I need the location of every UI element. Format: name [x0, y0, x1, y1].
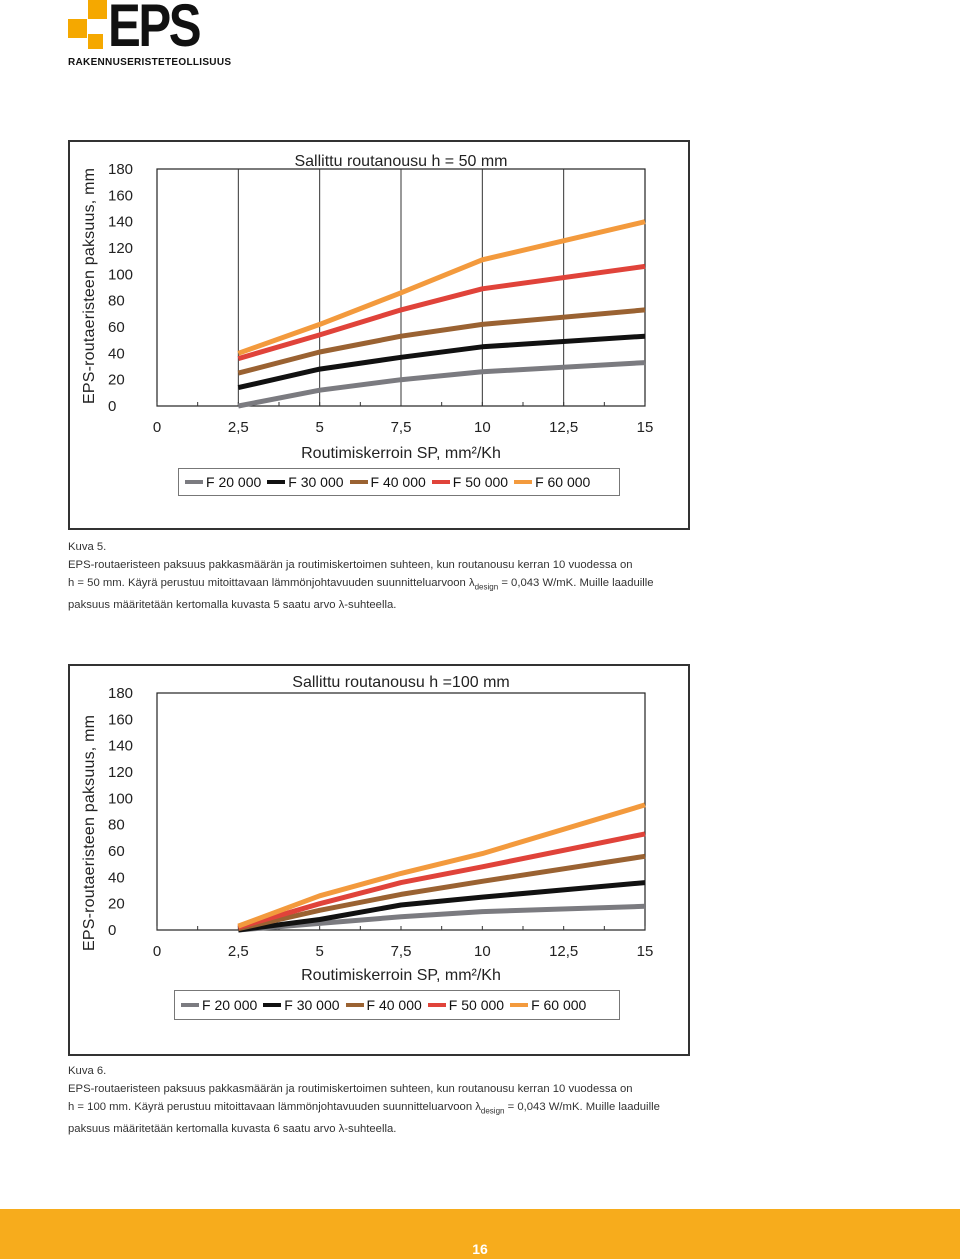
series-line-f-40-000: [238, 856, 645, 928]
y-tick-label: 100: [108, 266, 134, 284]
y-tick-label: 180: [108, 685, 134, 702]
series-line-f-60-000: [238, 222, 645, 354]
y-tick-label: 180: [108, 161, 134, 178]
y-tick-label: 140: [108, 737, 134, 755]
x-tick-label: 0: [152, 419, 162, 436]
chart-title: Sallittu routanousu h = 50 mm: [294, 153, 508, 170]
y-tick-label: 20: [108, 371, 125, 389]
chart-legend: [178, 468, 620, 496]
y-tick-label: 160: [108, 187, 134, 205]
legend-label: F 50 000: [452, 474, 509, 490]
legend-swatch: [181, 1003, 199, 1007]
legend-swatch: [346, 1003, 364, 1007]
legend-item: [350, 474, 426, 490]
chart-panel-2: [68, 664, 690, 1056]
x-tick-label: 7,5: [390, 943, 412, 960]
legend-item: [432, 474, 508, 490]
y-tick-label: 40: [108, 869, 125, 887]
x-tick-label: 7,5: [390, 419, 412, 436]
legend-swatch: [514, 480, 532, 484]
series-line-f-30-000: [238, 336, 645, 387]
x-tick-label: 10: [473, 943, 491, 960]
legend-swatch: [185, 480, 203, 484]
logo-wordmark: EPS: [108, 0, 200, 59]
legend-item: [514, 474, 590, 490]
x-tick-label: 0: [152, 943, 162, 960]
y-tick-label: 60: [108, 843, 125, 860]
x-tick-label: 12,5: [549, 943, 579, 960]
chart-panel-1: [68, 140, 690, 530]
legend-label: F 40 000: [370, 474, 426, 490]
y-axis-label: EPS-routaeristeen paksuus, mm: [81, 714, 98, 951]
caption-text-line: h = 50 mm. Käyrä perustuu mitoittavaan lämmönjohtavuuden suunnitteluarvoon $\lambda_{design} = 0,043$ W/mK. Muille laaduille: [68, 577, 654, 592]
y-tick-label: 120: [108, 240, 134, 257]
eps-logo: [68, 0, 232, 70]
caption-text-line: EPS-routaeristeen paksuus pakkasmäärän ja routimiskertoimen suhteen, kun routanousu kerran 10 vuodessa on: [68, 559, 633, 571]
x-tick-label: 5: [315, 943, 324, 960]
caption-text-line: EPS-routaeristeen paksuus pakkasmäärän ja routimiskertoimen suhteen, kun routanousu kerran 10 vuodessa on: [68, 1083, 633, 1095]
legend-label: F 20 000: [206, 474, 262, 490]
caption-text-line: paksuus määritetään kertomalla kuvasta 6 saatu arvo λ-suhteella.: [68, 1123, 397, 1136]
legend-swatch: [263, 1003, 281, 1007]
chart-legend: [174, 990, 620, 1020]
legend-label: F 60 000: [535, 474, 591, 490]
page-footer-bar: [0, 1209, 960, 1259]
legend-swatch: [267, 480, 285, 484]
legend-item: [181, 997, 257, 1013]
caption-label: Kuva 5.: [68, 541, 107, 553]
legend-label: F 30 000: [284, 997, 340, 1013]
y-tick-label: 80: [108, 292, 125, 310]
x-axis-label: Routimiskerroin SP, mm²/Kh: [301, 445, 501, 462]
legend-label: F 60 000: [531, 997, 587, 1013]
x-tick-label: 12,5: [549, 419, 579, 436]
legend-swatch: [432, 480, 450, 484]
x-axis-label: Routimiskerroin SP, mm²/Kh: [301, 967, 501, 984]
legend-item: [263, 997, 339, 1013]
legend-label: F 40 000: [366, 997, 422, 1013]
caption-text-line: paksuus määritetään kertomalla kuvasta 5 saatu arvo λ-suhteella.: [68, 599, 397, 612]
legend-item: [428, 997, 504, 1013]
legend-label: F 50 000: [448, 997, 505, 1013]
x-tick-label: 2,5: [227, 943, 249, 960]
y-tick-label: 0: [108, 922, 117, 939]
y-tick-label: 0: [108, 398, 117, 415]
y-axis-label: EPS-routaeristeen paksuus, mm: [81, 167, 98, 404]
y-tick-label: 140: [108, 213, 134, 231]
page-number: 16: [472, 1241, 488, 1257]
caption-text-line: h = 100 mm. Käyrä perustuu mitoittavaan lämmönjohtavuuden suunnitteluarvoon $\lambda_{design} = 0,043$ W/mK. Muille laaduille: [68, 1101, 660, 1116]
legend-item: [185, 474, 261, 490]
x-tick-label: 15: [636, 419, 654, 436]
figure-caption-6: [68, 1062, 690, 1138]
y-tick-label: 60: [108, 319, 125, 336]
y-tick-label: 20: [108, 895, 125, 913]
legend-swatch: [428, 1003, 446, 1007]
logo-square-mark: [68, 19, 87, 38]
series-line-f-50-000: [238, 266, 645, 358]
caption-label: Kuva 6.: [68, 1065, 107, 1077]
legend-swatch: [510, 1003, 528, 1007]
logo-subtitle: RAKENNUSERISTETEOLLISUUS: [68, 57, 232, 68]
legend-swatch: [350, 480, 368, 484]
legend-label: F 30 000: [288, 474, 344, 490]
figure-caption-5: [68, 538, 690, 614]
y-tick-label: 160: [108, 711, 134, 729]
y-tick-label: 100: [108, 790, 134, 808]
legend-item: [346, 997, 422, 1013]
logo-square-mark: [88, 0, 107, 19]
x-tick-label: 2,5: [227, 419, 249, 436]
series-line-f-20-000: [238, 363, 645, 406]
legend-item: [510, 997, 586, 1013]
x-tick-label: 10: [473, 419, 491, 436]
y-tick-label: 80: [108, 816, 125, 834]
x-tick-label: 5: [315, 419, 324, 436]
chart-title: Sallittu routanousu h =100 mm: [292, 674, 510, 691]
logo-square-mark: [88, 34, 103, 49]
y-tick-label: 40: [108, 345, 125, 363]
legend-item: [267, 474, 343, 490]
y-tick-label: 120: [108, 764, 134, 781]
x-tick-label: 15: [636, 943, 654, 960]
legend-label: F 20 000: [202, 997, 258, 1013]
